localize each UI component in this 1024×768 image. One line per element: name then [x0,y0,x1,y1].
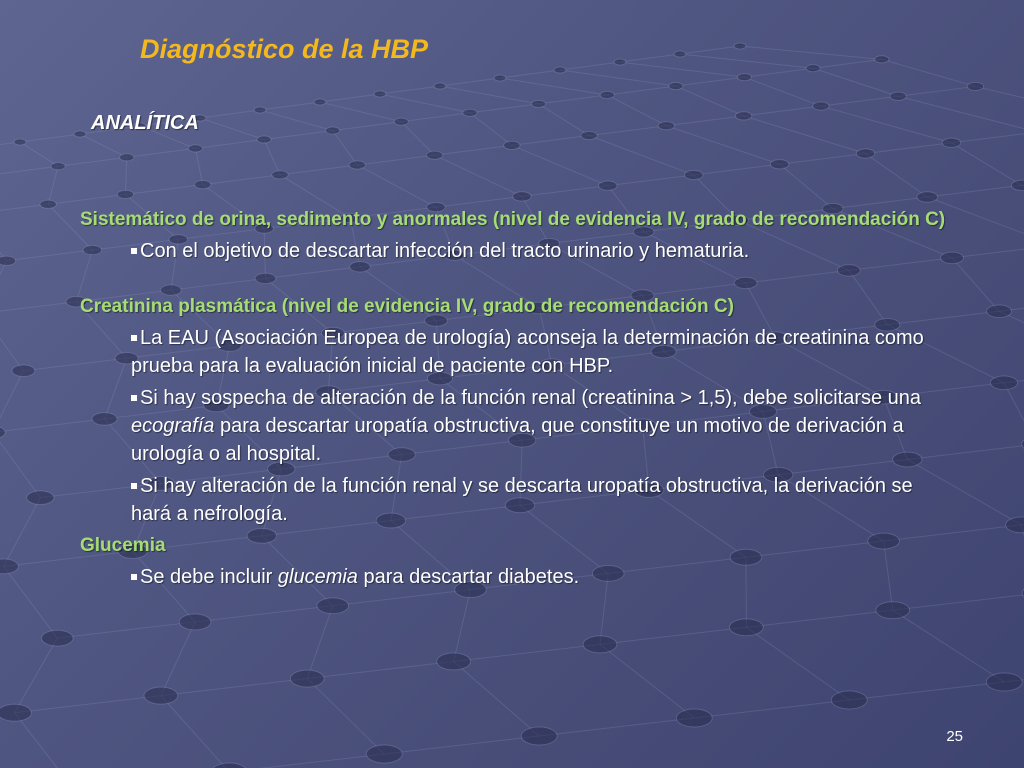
grid-disc [917,192,938,202]
slide-title: Diagnóstico de la HBP [140,34,429,64]
grid-disc [290,670,324,687]
grid-disc [856,149,875,158]
section-glucose [80,532,950,591]
bullet-square-icon [131,395,137,401]
grid-disc [41,630,73,646]
grid-disc [521,727,557,745]
slide-content [80,206,950,591]
grid-disc [120,154,134,161]
bullet-item [131,237,950,265]
grid-disc [735,112,751,120]
grid-disc [734,43,746,49]
grid-disc [0,426,5,439]
grid-disc [144,687,178,704]
bullet-text-italic: glucemia [277,566,358,588]
bullet-item [131,472,950,528]
grid-disc [583,636,617,653]
bullet-list [80,324,950,528]
grid-disc [211,763,247,768]
bullet-square-icon [131,574,137,580]
bullet-square-icon [131,248,137,254]
bullet-square-icon [131,483,137,489]
grid-disc [40,200,56,208]
bullet-text: Si hay alteración de la función renal y se descarta uropatía obstructiva, la derivación se hará a nefrología. [131,475,913,525]
grid-disc [614,59,626,65]
bullet-item [131,563,950,591]
grid-disc [600,91,614,98]
grid-disc [14,139,26,145]
grid-disc [684,170,703,179]
grid-disc [513,192,532,201]
grid-disc [254,107,266,113]
grid-disc [669,82,683,89]
section-heading: Glucemia [80,535,166,556]
grid-disc [494,75,506,81]
grid-disc [806,65,820,72]
bullet-text-italic: ecografía [131,415,215,437]
grid-disc [504,141,520,149]
grid-disc [0,559,18,574]
grid-disc [349,161,365,169]
bullet-text: La EAU (Asociación Europea de urología) aconseja la determinación de creatinina como prueba para la evaluación inicial de paciente con HBP. [131,327,924,377]
grid-disc [195,181,211,189]
grid-disc [967,82,983,90]
grid-disc [74,131,86,137]
grid-disc [581,131,597,139]
section-urine [80,206,950,265]
grid-disc [674,51,686,57]
grid-disc [317,598,349,614]
bullet-text: Si hay sospecha de alteración de la función renal (creatinina > 1,5), debe solicitarse una [140,387,922,409]
grid-disc [770,160,789,169]
bullet-text: para descartar diabetes. [357,566,580,588]
grid-disc [729,619,763,636]
grid-disc [51,163,65,170]
grid-disc [437,653,471,670]
bullet-text: Se debe incluir [140,566,278,588]
grid-disc [12,365,35,376]
grid-disc [599,181,618,190]
grid-disc [27,491,54,505]
grid-disc [0,256,16,265]
grid-disc [942,138,961,147]
bullet-text: para descartar uropatía obstructiva, que constituye un motivo de derivación a urología o al hospital. [131,415,904,465]
grid-disc [990,376,1017,390]
grid-disc [426,151,442,159]
section-creatinine [80,293,950,528]
grid-disc [117,190,133,198]
grid-disc [676,709,712,727]
grid-disc [831,691,867,709]
grid-disc [0,704,31,721]
grid-disc [326,127,340,134]
bullet-item [131,384,950,468]
grid-disc [257,136,271,143]
grid-disc [366,745,402,763]
bullet-list [80,563,950,591]
grid-disc [987,305,1012,318]
grid-disc [813,102,829,110]
grid-disc [876,602,910,619]
grid-disc [658,122,674,130]
page-number: 25 [946,728,963,745]
bullet-list [80,237,950,265]
grid-disc [179,614,211,630]
grid-disc [875,56,889,63]
slide-subtitle: ANALÍTICA [91,112,199,134]
grid-disc [188,145,202,152]
grid-disc [434,83,446,89]
grid-disc [890,92,906,100]
grid-disc [554,67,566,73]
grid-disc [1011,180,1024,190]
grid-disc [737,74,751,81]
grid-disc [272,171,288,179]
grid-disc [986,673,1022,691]
section-heading: Sistemático de orina, sedimento y anormales (nivel de evidencia IV, grado de recomendación C) [80,209,946,230]
grid-disc [463,109,477,116]
section-heading: Creatinina plasmática (nivel de evidencia IV, grado de recomendación C) [80,296,734,317]
grid-disc [374,91,386,97]
grid-disc [394,118,408,125]
bullet-item [131,324,950,380]
bullet-text: Con el objetivo de descartar infección del tracto urinario y hematuria. [140,240,750,262]
grid-disc [1006,517,1024,533]
grid-disc [314,99,326,105]
grid-disc [531,100,545,107]
bullet-square-icon [131,335,137,341]
